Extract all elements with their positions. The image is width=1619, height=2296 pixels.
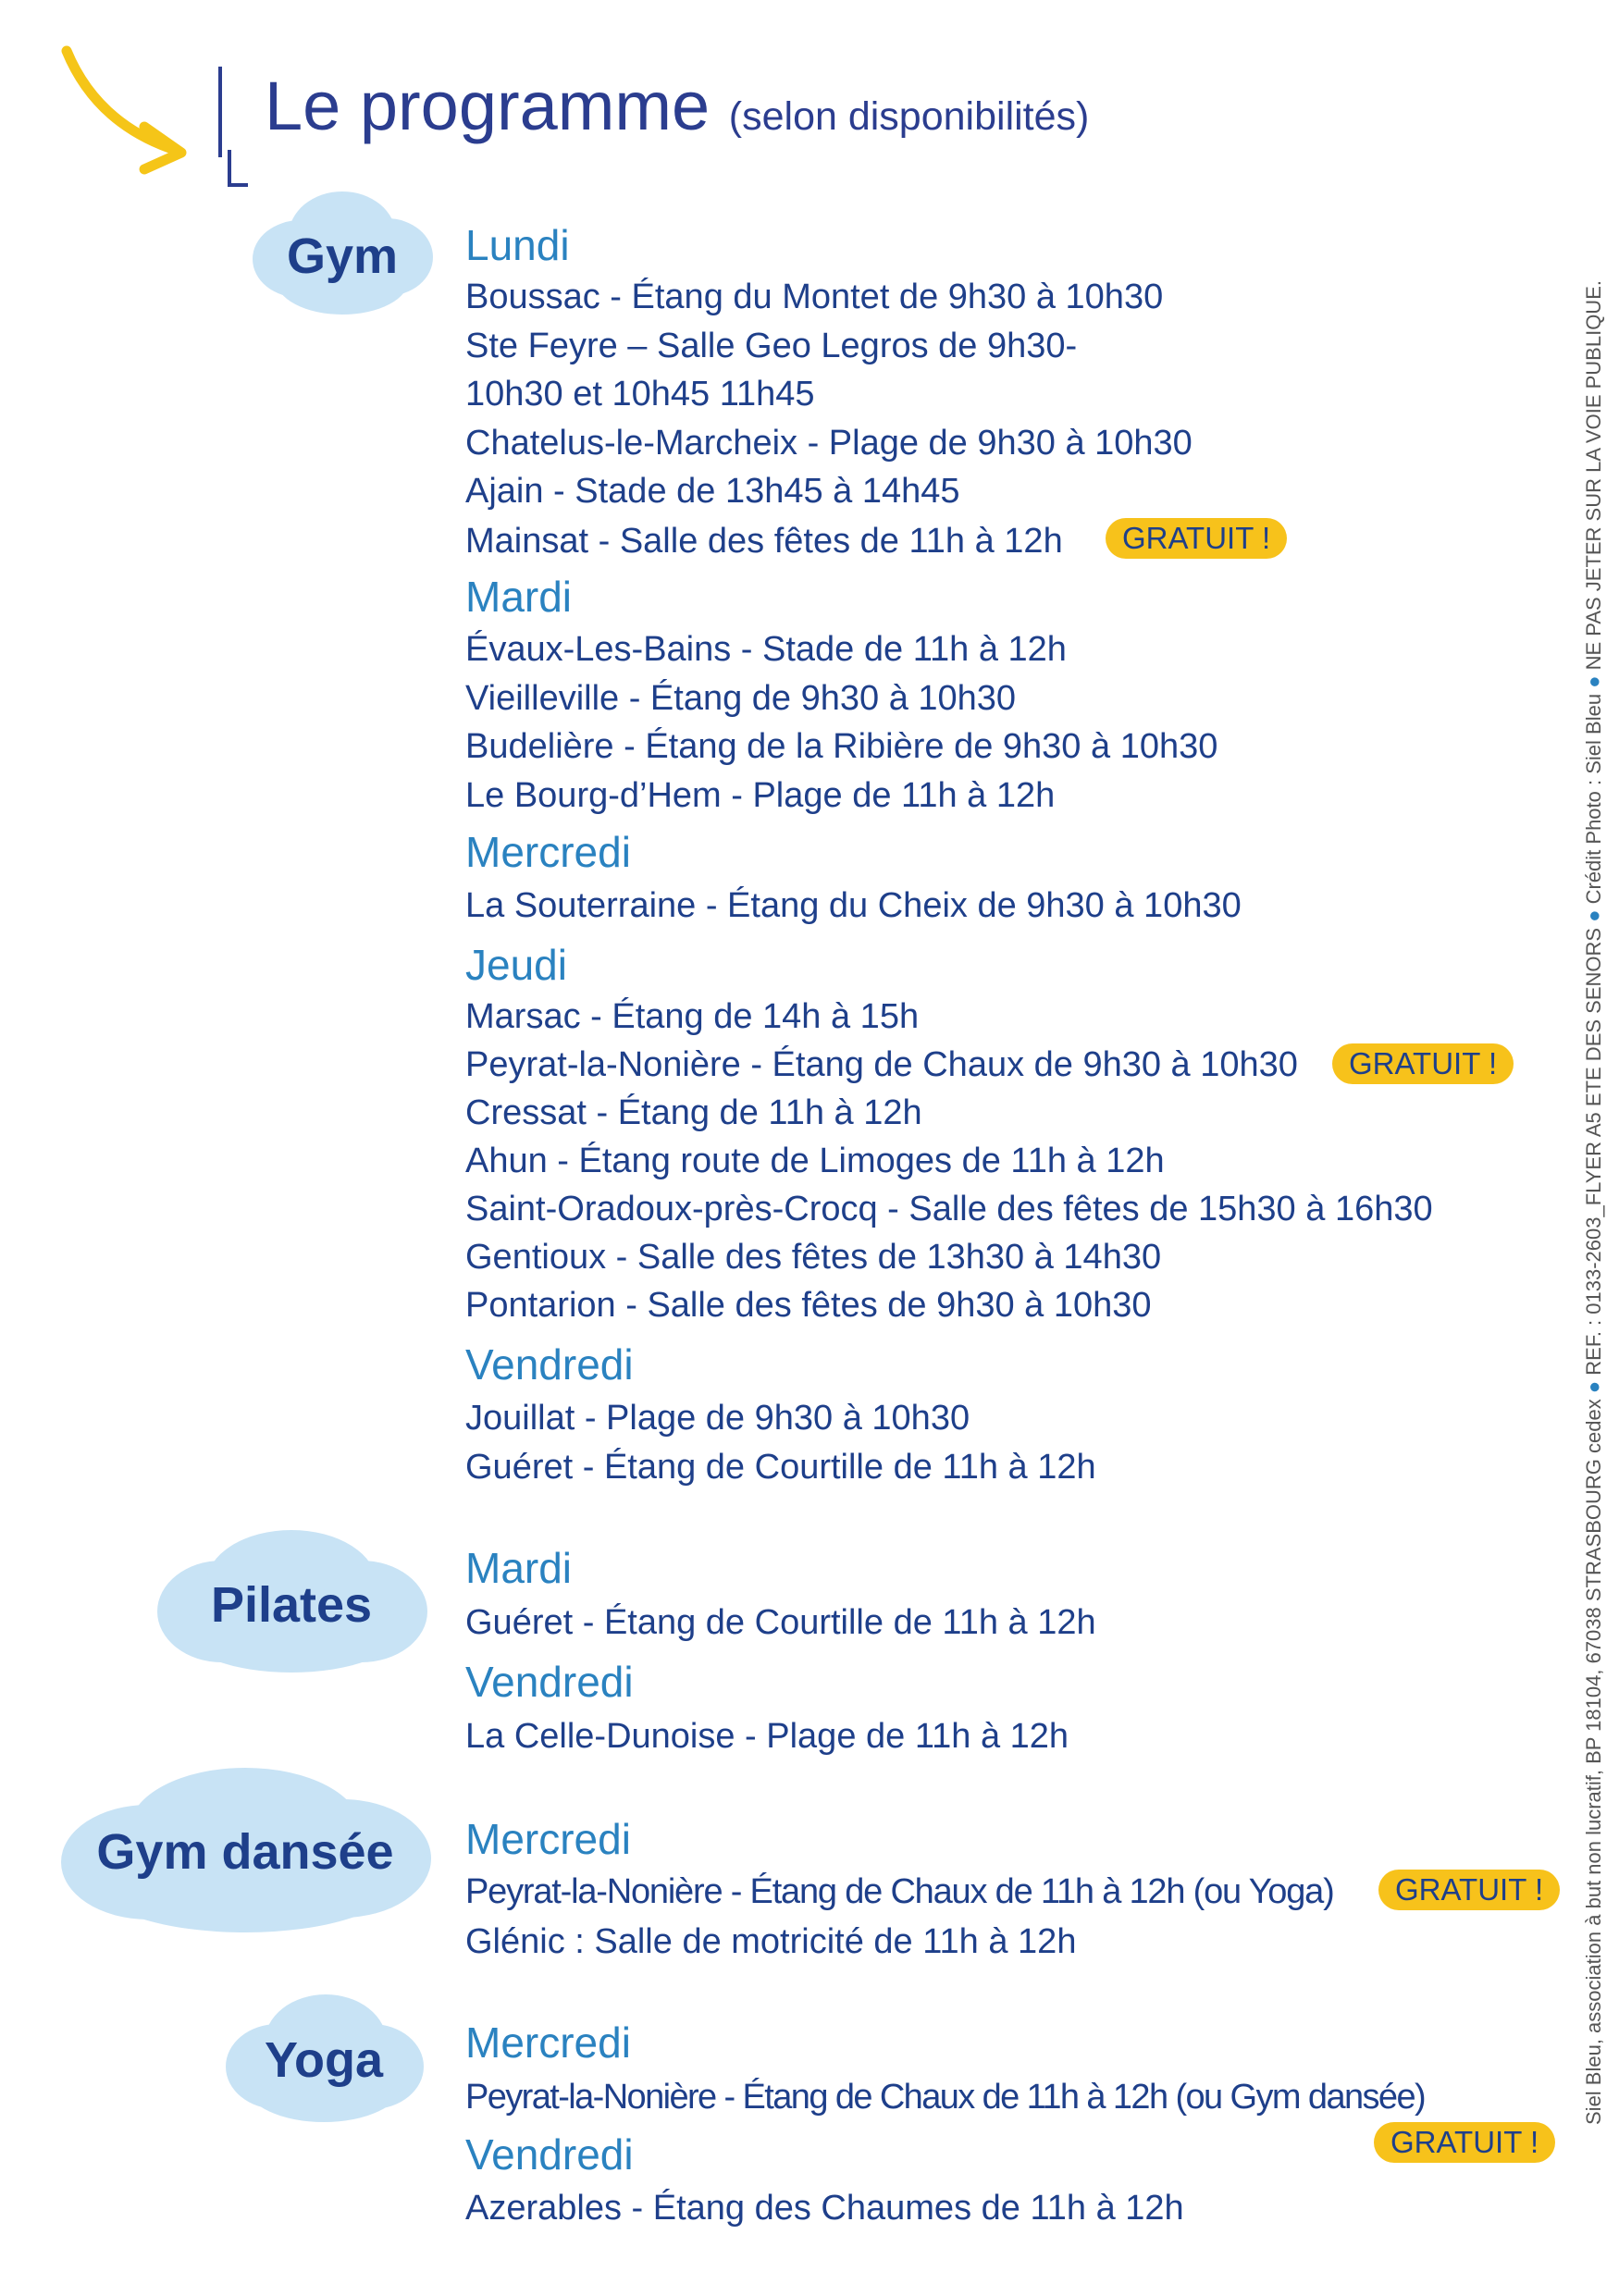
title-subtitle: (selon disponibilités) (728, 94, 1090, 139)
cloud-yoga (222, 1989, 426, 2128)
litter-notice: NE PAS JETER SUR LA VOIE PUBLIQUE. (1582, 280, 1605, 671)
schedule-line: Guéret - Étang de Courtille de 11h à 12h (465, 1448, 1096, 1487)
day-heading-mercredi: Mercredi (465, 1815, 631, 1863)
bullet-dot-icon: ● (1582, 1375, 1605, 1394)
gratuit-badge: GRATUIT ! (1332, 1043, 1514, 1084)
page-title (265, 68, 1090, 144)
schedule-line: Pontarion - Salle des fêtes de 9h30 à 10h30 (465, 1286, 1152, 1325)
schedule-line: 10h30 et 10h45 11h45 (465, 375, 815, 414)
schedule-line: Glénic : Salle de motricité de 11h à 12h (465, 1922, 1077, 1961)
gratuit-badge: GRATUIT ! (1106, 518, 1287, 559)
schedule-line: Ste Feyre – Salle Geo Legros de 9h30- (465, 327, 1078, 365)
schedule-line: Cressat - Étang de 11h à 12h (465, 1093, 922, 1132)
day-heading-vendredi: Vendredi (465, 1658, 634, 1706)
schedule-line: Jouillat - Plage de 9h30 à 10h30 (465, 1399, 970, 1438)
legal-address: Siel Bleu, association à but non lucratif, BP 18104, 67038 STRASBOURG cedex (1582, 1399, 1605, 2125)
gratuit-badge: GRATUIT ! (1374, 2122, 1555, 2163)
legal-reference: REF. : 0133-2603_FLYER A5 ETE DES SENORS (1582, 927, 1605, 1376)
schedule-line: Gentioux - Salle des fêtes de 13h30 à 14h30 (465, 1238, 1162, 1277)
curved-arrow-icon (56, 42, 194, 180)
schedule-line: Peyrat-la-Nonière - Étang de Chaux de 11h à 12h (ou Gym dansée) (465, 2078, 1426, 2117)
bullet-dot-icon: ● (1582, 670, 1605, 688)
schedule-line: Peyrat-la-Nonière - Étang de Chaux de 11h à 12h (ou Yoga) (465, 1872, 1334, 1911)
cloud-label: Gym dansée (96, 1824, 394, 1880)
schedule-line: Saint-Oradoux-près-Crocq - Salle des fêtes de 15h30 à 16h30 (465, 1190, 1433, 1228)
day-heading-mercredi: Mercredi (465, 828, 631, 876)
bullet-dot-icon: ● (1582, 904, 1605, 922)
schedule-line: Marsac - Étang de 14h à 15h (465, 997, 920, 1036)
day-heading-lundi: Lundi (465, 221, 570, 269)
title-bracket-icon (216, 67, 250, 187)
schedule-line: Ajain - Stade de 13h45 à 14h45 (465, 472, 960, 511)
schedule-line: Boussac - Étang du Montet de 9h30 à 10h30 (465, 278, 1164, 316)
cloud-gym-dansee (56, 1762, 435, 1938)
day-heading-mardi: Mardi (465, 573, 573, 621)
schedule-line: Peyrat-la-Nonière - Étang de Chaux de 9h30 à 10h30 (465, 1045, 1298, 1084)
cloud-pilates (153, 1526, 430, 1679)
day-heading-jeudi: Jeudi (465, 941, 567, 989)
legal-side-text (1582, 280, 1606, 2125)
cloud-label: Gym (286, 228, 399, 284)
day-heading-mercredi: Mercredi (465, 2018, 631, 2067)
title-main: Le programme (265, 68, 711, 144)
gratuit-badge: GRATUIT ! (1378, 1870, 1560, 1910)
photo-credit: Crédit Photo : Siel Bleu (1582, 693, 1605, 905)
schedule-line: La Celle-Dunoise - Plage de 11h à 12h (465, 1717, 1069, 1756)
schedule-line: Évaux-Les-Bains - Stade de 11h à 12h (465, 630, 1067, 669)
schedule-line: La Souterraine - Étang du Cheix de 9h30 à 10h30 (465, 886, 1242, 925)
cloud-label: Pilates (210, 1577, 373, 1633)
cloud-gym (250, 185, 435, 319)
day-heading-mardi: Mardi (465, 1544, 573, 1592)
day-heading-vendredi: Vendredi (465, 2130, 634, 2179)
schedule-line: Ahun - Étang route de Limoges de 11h à 12h (465, 1142, 1165, 1180)
schedule-line: Chatelus-le-Marcheix - Plage de 9h30 à 10h30 (465, 424, 1193, 463)
schedule-line: Le Bourg-d’Hem - Plage de 11h à 12h (465, 776, 1056, 815)
schedule-line: Guéret - Étang de Courtille de 11h à 12h (465, 1603, 1096, 1642)
cloud-label: Yoga (264, 2032, 383, 2088)
schedule-line: Vieilleville - Étang de 9h30 à 10h30 (465, 679, 1017, 718)
schedule-line: Azerables - Étang des Chaumes de 11h à 12h (465, 2189, 1184, 2228)
schedule-line: Budelière - Étang de la Ribière de 9h30 à 10h30 (465, 727, 1218, 766)
schedule-line: Mainsat - Salle des fêtes de 11h à 12h (465, 522, 1063, 561)
day-heading-vendredi: Vendredi (465, 1340, 634, 1389)
